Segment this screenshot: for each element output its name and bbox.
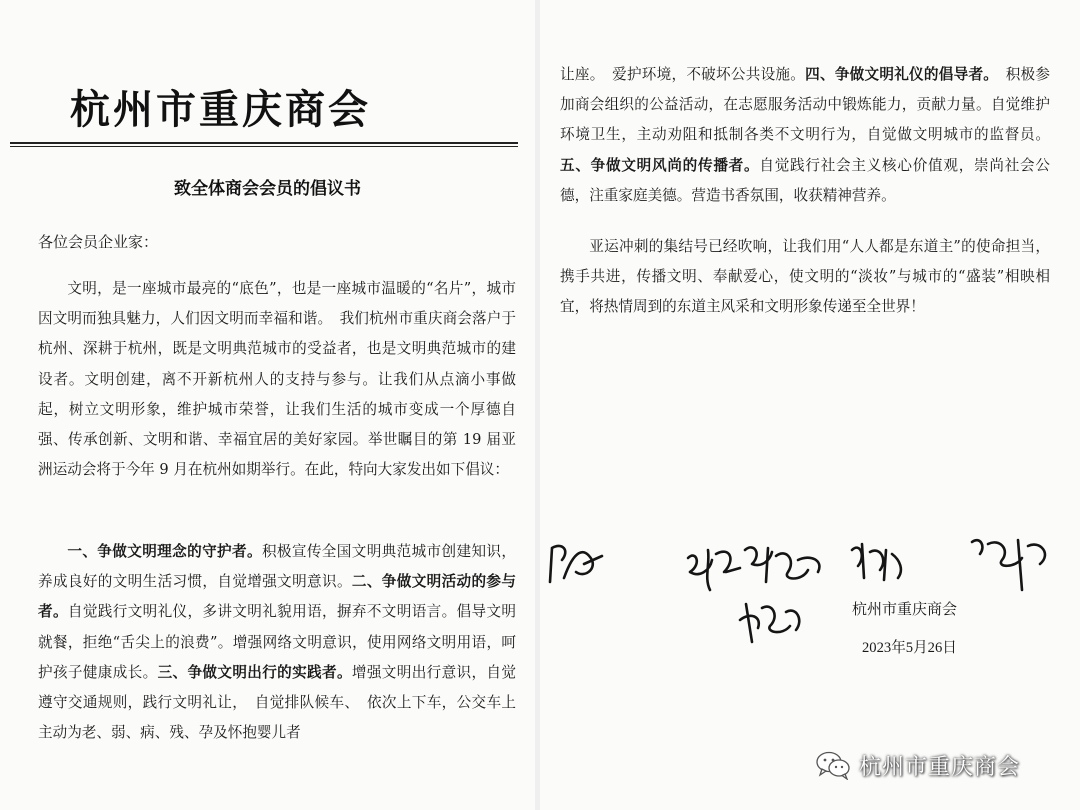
salutation: 各位会员企业家：	[38, 233, 159, 251]
letterhead-rule-thin	[10, 146, 518, 147]
proposal-heading-5: 五、争做文明风尚的传播者。	[560, 156, 760, 174]
intro-paragraph: 文明，是一座城市最亮的“底色”，也是一座城市温暖的“名片”，城市因文明而独具魅力，人们因文明而幸福和谐。 我们杭州市重庆商会落户于杭州、深耕于杭州，既是文明典范城市的受益者，也是文明典范城市的建设者。文明创建，离不开新杭州人的支持与参与。让我们从点滴小事做起，树立文明形象，维护城市荣誉，让我们生活的城市变成一个厚德自强、传承创新、文明和谐、幸福宜居的美好家园。举世瞩目的第 19 届亚洲运动会将于今年 9 月在杭州如期举行。在此，特向大家发出如下倡议：	[38, 280, 516, 479]
proposal-heading-3: 三、争做文明出行的实践者。	[157, 663, 352, 681]
closing-paragraph: 亚运冲刺的集结号已经吹响，让我们用“人人都是东道主”的使命担当，携手共进，传播文明、奉献爱心，使文明的“淡妆”与城市的“盛装”相映相宜，将热情周到的东道主风采和文明形象传递至全世界！	[560, 238, 1050, 316]
handwritten-signatures	[540, 520, 1060, 670]
watermark-text: 杭州市重庆商会	[859, 754, 1021, 780]
proposal-heading-1: 一、争做文明理念的守护者。	[67, 543, 262, 560]
proposal-heading-2: 二、争做文明活动的参与者。	[38, 573, 516, 621]
proposals-paragraph: 一、争做文明理念的守护者。积极宣传全国文明典范城市创建知识，养成良好的文明生活习惯，自觉增强文明意识。二、争做文明活动的参与者。自觉践行文明礼仪，多讲文明礼貌用语，摒弃不文明语言。倡导文明就餐，拒绝“舌尖上的浪费”。增强网络文明意识，使用网络文明用语，呵护孩子健康成长。三、争做文明出行的实践者。增强文明出行意识，自觉遵守交通规则，践行文明礼让， 自觉排队候车、 依次上下车，公交车上主动为老、弱、病、残、孕及怀抱婴儿者	[38, 543, 516, 742]
proposals-continued-paragraph: 让座。 爱护环境，不破坏公共设施。四、争做文明礼仪的倡导者。 积极参加商会组织的公益活动，在志愿服务活动中锻炼能力，贡献力量。自觉维护环境卫生，主动劝阻和抵制各类不文明行为，自觉做文明城市的监督员。五、争做文明风尚的传播者。自觉践行社会主义核心价值观，崇尚社会公德，注重家庭美德。营造书香氛围，收获精神营养。	[560, 66, 1050, 204]
proposal-heading-4: 四、争做文明礼仪的倡导者。	[805, 66, 991, 83]
document-title: 致全体商会会员的倡议书	[174, 179, 361, 199]
letterhead-title: 杭州市重庆商会	[70, 87, 371, 133]
letterhead-rule	[10, 142, 518, 144]
signature-organization: 杭州市重庆商会	[852, 600, 958, 618]
signature-date: 2023年5月26日	[862, 640, 957, 656]
wechat-watermark	[815, 747, 1020, 783]
wechat-icon	[815, 750, 851, 780]
